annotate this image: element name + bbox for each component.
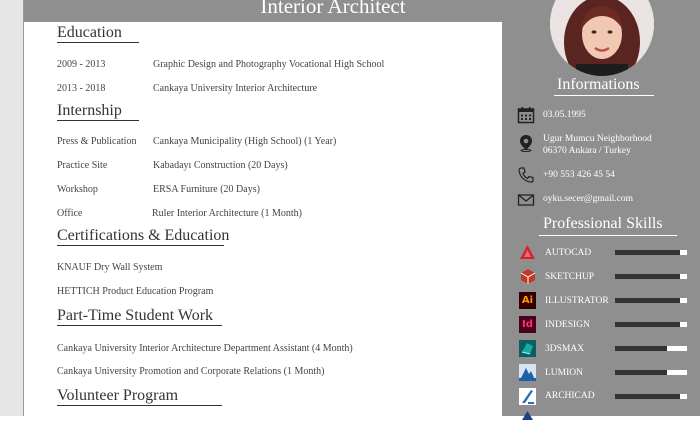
mail-icon bbox=[517, 191, 535, 209]
skills-title: Professional Skills bbox=[543, 215, 663, 232]
indesign-icon: Id bbox=[519, 316, 536, 333]
informations-title: Informations bbox=[557, 76, 640, 93]
internship-type-3: Workshop bbox=[57, 184, 98, 195]
page-left-border bbox=[23, 0, 24, 416]
certifications-title: Certifications & Education bbox=[57, 227, 230, 244]
skill-label-indesign: INDESIGN bbox=[545, 320, 590, 330]
volunteer-title: Volunteer Program bbox=[57, 387, 179, 404]
skill-label-3dsmax: 3DSMAX bbox=[545, 344, 585, 354]
internship-desc-3: ERSA Furniture (20 Days) bbox=[153, 184, 260, 195]
calendar-icon bbox=[517, 106, 535, 124]
internship-title: Internship bbox=[57, 102, 122, 119]
certifications-underline bbox=[57, 245, 224, 246]
informations-underline bbox=[554, 95, 654, 96]
education-period-1: 2009 - 2013 bbox=[57, 59, 106, 70]
page-title: Interior Architect bbox=[260, 0, 406, 18]
email-text: oyku.secer@gmail.com bbox=[543, 194, 633, 204]
autocad-icon bbox=[519, 244, 536, 261]
birthdate-text: 03.05.1995 bbox=[543, 110, 586, 120]
3dsmax-icon bbox=[519, 340, 536, 357]
skill-fill-autocad bbox=[615, 250, 680, 255]
skill-label-autocad: AUTOCAD bbox=[545, 248, 592, 258]
internship-type-1: Press & Publication bbox=[57, 136, 137, 147]
internship-desc-1: Cankaya Municipality (High School) (1 Year) bbox=[153, 136, 337, 147]
internship-underline bbox=[57, 120, 139, 121]
parttime-title: Part-Time Student Work bbox=[57, 307, 214, 324]
address-line-2: 06370 Ankara / Turkey bbox=[543, 146, 631, 156]
skill-bar-autocad bbox=[615, 250, 687, 255]
parttime-underline bbox=[57, 325, 222, 326]
education-desc-2: Cankaya University Interior Architecture bbox=[153, 83, 318, 94]
skill-fill-3dsmax bbox=[615, 346, 667, 351]
lumion-icon bbox=[519, 364, 536, 381]
certification-item-1: KNAUF Dry Wall System bbox=[57, 262, 163, 273]
skill-bar-indesign bbox=[615, 322, 687, 327]
skill-bar-sketchup bbox=[615, 274, 687, 279]
skill-fill-indesign bbox=[615, 322, 680, 327]
skill-bar-archicad bbox=[615, 394, 687, 399]
skill-fill-illustrator bbox=[615, 298, 680, 303]
next-skill-icon bbox=[519, 410, 536, 427]
skill-fill-lumion bbox=[615, 370, 667, 375]
skill-bar-lumion bbox=[615, 370, 687, 375]
education-underline bbox=[57, 42, 139, 43]
certification-item-2: HETTICH Product Education Program bbox=[57, 286, 214, 297]
internship-desc-4: Ruler Interior Architecture (1 Month) bbox=[152, 208, 302, 219]
skill-fill-sketchup bbox=[615, 274, 680, 279]
page-left-margin bbox=[0, 0, 23, 416]
internship-type-2: Practice Site bbox=[57, 160, 108, 171]
phone-text: +90 553 426 45 54 bbox=[543, 170, 615, 180]
education-period-2: 2013 - 2018 bbox=[57, 83, 106, 94]
internship-type-4: Office bbox=[57, 208, 83, 219]
parttime-item-2: Cankaya University Promotion and Corporate Relations (1 Month) bbox=[57, 366, 325, 377]
skill-bar-illustrator bbox=[615, 298, 687, 303]
skill-fill-archicad bbox=[615, 394, 680, 399]
archicad-icon bbox=[519, 388, 536, 405]
parttime-item-1: Cankaya University Interior Architecture Department Assistant (4 Month) bbox=[57, 343, 353, 354]
location-pin-icon bbox=[517, 134, 535, 152]
address-line-1: Ugur Mumcu Neighborhood bbox=[543, 134, 652, 144]
skill-label-sketchup: SKETCHUP bbox=[545, 272, 595, 282]
volunteer-underline bbox=[57, 405, 222, 406]
illustrator-icon: Ai bbox=[519, 292, 536, 309]
phone-icon bbox=[517, 166, 535, 184]
skill-label-illustrator: ILLUSTRATOR bbox=[545, 296, 609, 306]
skill-label-archicad: ARCHICAD bbox=[545, 391, 595, 401]
education-desc-1: Graphic Design and Photography Vocational High School bbox=[153, 59, 385, 70]
skills-underline bbox=[539, 235, 677, 236]
sketchup-icon bbox=[519, 268, 536, 285]
internship-desc-2: Kabadayı Construction (20 Days) bbox=[153, 160, 288, 171]
skill-label-lumion: LUMION bbox=[545, 368, 583, 378]
education-title: Education bbox=[57, 24, 122, 41]
skill-bar-3dsmax bbox=[615, 346, 687, 351]
